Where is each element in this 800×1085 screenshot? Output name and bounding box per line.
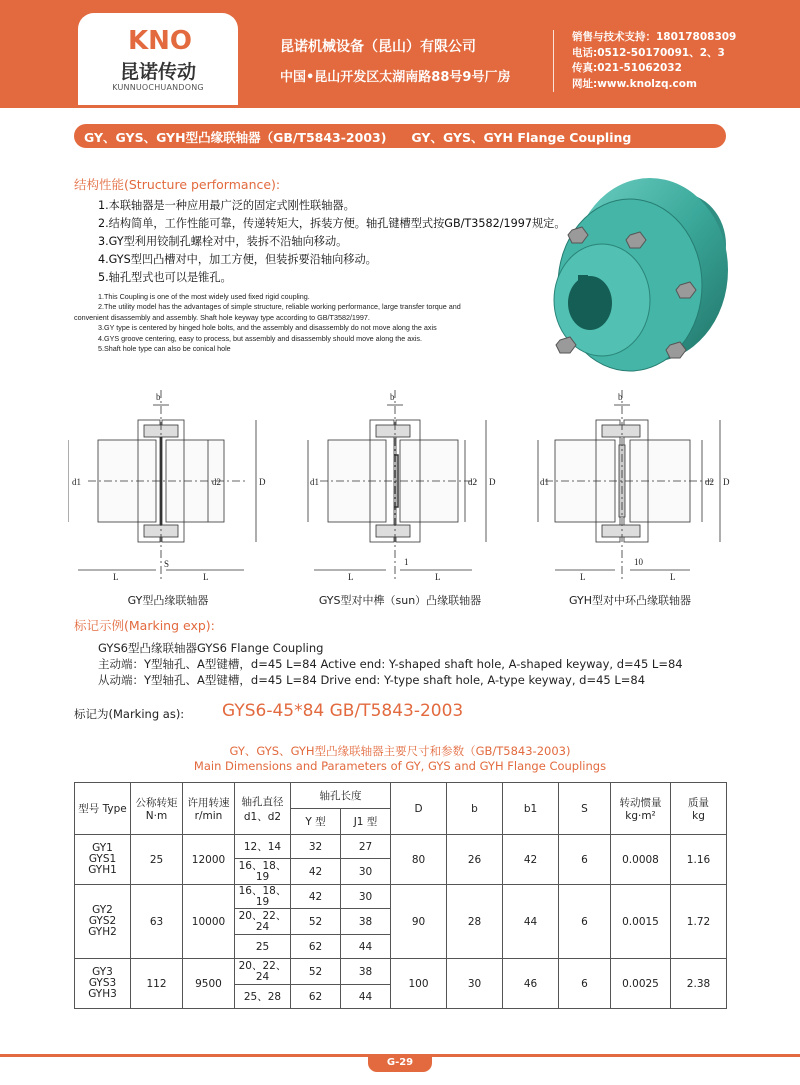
- contact-line: 电话:0512-50170091、2、3: [572, 46, 725, 59]
- y-cell: 32: [291, 835, 341, 859]
- torque-cell: 25: [131, 835, 183, 885]
- dim-label-L: L: [348, 572, 354, 582]
- dim-label-L: L: [435, 572, 441, 582]
- company-name: 昆诺机械设备（昆山）有限公司: [280, 39, 476, 55]
- gyh-caption: GYH型对中环凸缘联轴器: [569, 594, 691, 607]
- dim-label-b: b: [390, 392, 395, 402]
- marking-line: 从动端：Y型轴孔、A型键槽，d=45 L=84 Drive end: Y-type shaft hole, A-type keyway, d=45 L=84: [98, 673, 646, 687]
- header-j1-type: J1 型: [341, 809, 391, 835]
- dim-label-L: L: [203, 572, 209, 582]
- dim-label-L: L: [580, 572, 586, 582]
- bore-cell: 12、14: [235, 835, 291, 859]
- bore-cell: 25、28: [235, 985, 291, 1009]
- bore-cell: 16、18、19: [235, 859, 291, 885]
- j1-cell: 38: [341, 909, 391, 935]
- S-cell: 6: [559, 959, 611, 1009]
- marking-as-code: GYS6-45*84 GB/T5843-2003: [222, 701, 464, 721]
- dim-label-b: b: [156, 392, 161, 402]
- marking-as-label: 标记为(Marking as):: [74, 707, 185, 721]
- company-address: 中国•昆山开发区太湖南路88号9号厂房: [280, 70, 511, 85]
- b-cell: 30: [447, 959, 503, 1009]
- b-cell: 28: [447, 885, 503, 959]
- D-cell: 90: [391, 885, 447, 959]
- type-cell: GY2 GYS2 GYH2: [75, 885, 131, 959]
- marking-heading: 标记示例(Marking exp):: [74, 618, 215, 633]
- S-cell: 6: [559, 885, 611, 959]
- dim-label-d2: d2: [212, 477, 221, 487]
- b1-cell: 44: [503, 885, 559, 959]
- specification-table: [74, 782, 727, 1009]
- dim-label-1: 1: [404, 557, 409, 567]
- inertia-cell: 0.0008: [611, 835, 671, 885]
- marking-line: GYS6型凸缘联轴器GYS6 Flange Coupling: [98, 641, 324, 655]
- j1-cell: 30: [341, 885, 391, 909]
- dim-label-d2: d2: [468, 477, 477, 487]
- structure-en-list: [74, 292, 461, 354]
- table-row: [75, 835, 727, 859]
- dim-label-D: D: [259, 477, 266, 487]
- bore-cell: 20、22、24: [235, 959, 291, 985]
- header-type: 型号 Type: [75, 783, 131, 835]
- contact-line: 网址:www.knolzq.com: [572, 77, 697, 90]
- y-cell: 62: [291, 985, 341, 1009]
- j1-cell: 44: [341, 935, 391, 959]
- j1-cell: 38: [341, 959, 391, 985]
- header-y-type: Y 型: [291, 809, 341, 835]
- torque-cell: 63: [131, 885, 183, 959]
- type-cell: GY1 GYS1 GYH1: [75, 835, 131, 885]
- marking-example: [98, 640, 683, 688]
- speed-cell: 12000: [183, 835, 235, 885]
- inertia-cell: 0.0015: [611, 885, 671, 959]
- gy-coupling-drawing: [68, 385, 268, 585]
- list-item: 4.GYS型凹凸槽对中，加工方便，但装拆要沿轴向移动。: [98, 253, 377, 266]
- speed-cell: 9500: [183, 959, 235, 1009]
- header-inertia: 转动惯量 kg·m²: [611, 783, 671, 835]
- table-row: [75, 885, 727, 909]
- page-header: [0, 0, 800, 108]
- y-cell: 62: [291, 935, 341, 959]
- b1-cell: 46: [503, 959, 559, 1009]
- bore-cell: 25: [235, 935, 291, 959]
- gys-coupling-drawing: [300, 385, 500, 585]
- header-b1: b1: [503, 783, 559, 835]
- list-item: 3.GY型利用铰制孔螺栓对中，装拆不沿轴向移动。: [98, 235, 348, 248]
- logo-text: KNO: [127, 26, 193, 55]
- list-item: convenient disassembly and assembly. Shaft hole keyway type according to GB/T3582/1997.: [74, 312, 370, 322]
- mass-cell: 1.72: [671, 885, 727, 959]
- logo-chinese-name: 昆诺传动: [119, 61, 196, 83]
- dim-label-S: S: [164, 559, 170, 569]
- y-cell: 52: [291, 959, 341, 985]
- j1-cell: 44: [341, 985, 391, 1009]
- dim-label-d2: d2: [705, 477, 714, 487]
- list-item: 1.This Coupling is one of the most widely used fixed rigid coupling.: [98, 292, 310, 301]
- structure-cn-list: [98, 197, 566, 287]
- b-cell: 26: [447, 835, 503, 885]
- dim-label-d1: d1: [72, 477, 81, 487]
- header-divider: [553, 30, 554, 92]
- list-item: 3.GY type is centered by hinged hole bolts, and the assembly and disassembly do not move along the axis: [98, 323, 437, 333]
- page-footer: [0, 1046, 800, 1085]
- y-cell: 42: [291, 885, 341, 909]
- list-item: 2.The utility model has the advantages of simple structure, reliable working performance, large transfer torque and: [98, 302, 461, 312]
- page-number: G-29: [368, 1054, 432, 1072]
- header-S: S: [559, 783, 611, 835]
- coupling-product-image: [530, 175, 740, 380]
- dim-label-D: D: [489, 477, 496, 487]
- contact-line: 销售与技术支持：18017808309: [572, 31, 737, 43]
- D-cell: 100: [391, 959, 447, 1009]
- dim-label-b: b: [618, 392, 623, 402]
- y-cell: 52: [291, 909, 341, 935]
- table-title-cn: GY、GYS、GYH型凸缘联轴器主要尺寸和参数（GB/T5843-2003): [229, 744, 571, 758]
- header-mass: 质量 kg: [671, 783, 727, 835]
- dim-label-d1: d1: [540, 477, 549, 487]
- header-b: b: [447, 783, 503, 835]
- gys-caption: GYS型对中榫（sun）凸缘联轴器: [318, 594, 482, 607]
- j1-cell: 30: [341, 859, 391, 885]
- section-title-bar: [74, 124, 726, 148]
- j1-cell: 27: [341, 835, 391, 859]
- dim-label-10: 10: [634, 557, 643, 567]
- header-torque: 公称转矩 N·m: [131, 783, 183, 835]
- mass-cell: 1.16: [671, 835, 727, 885]
- section-title: GY、GYS、GYH型凸缘联轴器（GB/T5843-2003) GY、GYS、GYH Flange Coupling: [84, 130, 632, 145]
- logo-english-name: KUNNUOCHUANDONG: [112, 83, 204, 92]
- dim-label-d1: d1: [310, 477, 319, 487]
- contact-line: 传真:021-51062032: [572, 62, 682, 74]
- table-row: [75, 959, 727, 985]
- contact-info: [572, 30, 736, 92]
- type-cell: GY3 GYS3 GYH3: [75, 959, 131, 1009]
- dim-label-D: D: [723, 477, 730, 487]
- y-cell: 42: [291, 859, 341, 885]
- table-title: [0, 744, 800, 774]
- D-cell: 80: [391, 835, 447, 885]
- header-D: D: [391, 783, 447, 835]
- bore-cell: 20、22、24: [235, 909, 291, 935]
- speed-cell: 10000: [183, 885, 235, 959]
- list-item: 4.GYS groove centering, easy to process, but assembly and disassembly should move along the axis.: [98, 333, 423, 343]
- inertia-cell: 0.0025: [611, 959, 671, 1009]
- bore-cell: 16、18、19: [235, 885, 291, 909]
- dim-label-L: L: [670, 572, 676, 582]
- b1-cell: 42: [503, 835, 559, 885]
- list-item: 5.轴孔型式也可以是锥孔。: [98, 271, 232, 284]
- gy-caption: GY型凸缘联轴器: [127, 594, 209, 607]
- marking-line: 主动端：Y型轴孔、A型键槽，d=45 L=84 Active end: Y-shaped shaft hole, A-shaped keyway, d=45 L=84: [98, 657, 683, 671]
- dim-label-L: L: [113, 572, 119, 582]
- header-bore: 轴孔直径 d1、d2: [235, 783, 291, 835]
- company-logo: [78, 13, 238, 105]
- header-length: 轴孔长度: [291, 783, 391, 809]
- list-item: 1.本联轴器是一种应用最广泛的固定式刚性联轴器。: [98, 199, 355, 212]
- structure-heading: 结构性能(Structure performance):: [74, 177, 281, 192]
- table-title-en: Main Dimensions and Parameters of GY, GYS and GYH Flange Couplings: [193, 759, 607, 773]
- list-item: 5.Shaft hole type can also be conical hole: [98, 344, 231, 354]
- header-speed: 许用转速 r/min: [183, 783, 235, 835]
- S-cell: 6: [559, 835, 611, 885]
- list-item: 2.结构简单，工作性能可靠，传递转矩大，拆装方便。轴孔键槽型式按GB/T3582/1997规定。: [98, 217, 566, 230]
- logo-mark-icon: [120, 23, 200, 55]
- torque-cell: 112: [131, 959, 183, 1009]
- gyh-coupling-drawing: [530, 385, 730, 585]
- mass-cell: 2.38: [671, 959, 727, 1009]
